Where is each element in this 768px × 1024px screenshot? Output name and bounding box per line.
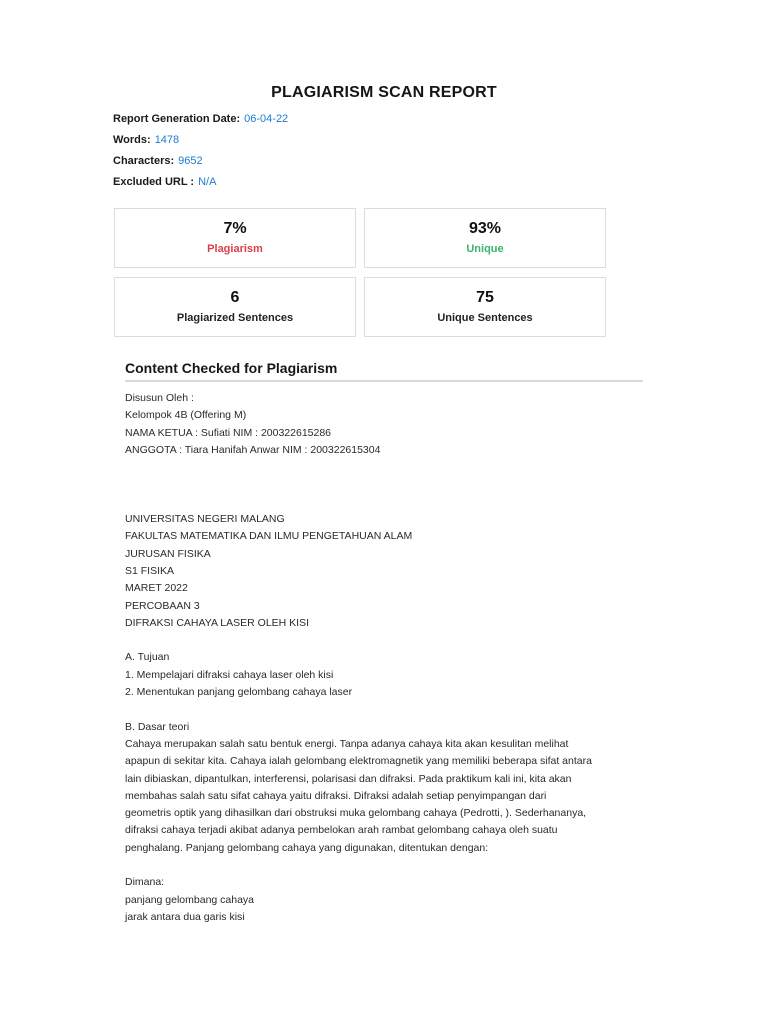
meta-label: Characters:	[113, 155, 175, 167]
content-line: panjang gelombang cahaya	[125, 893, 255, 906]
content-line: UNIVERSITAS NEGERI MALANG	[125, 513, 285, 526]
meta-value: 9652	[178, 155, 203, 167]
content-line: Dimana:	[125, 876, 165, 889]
content-line: Kelompok 4B (Offering M)	[125, 409, 247, 422]
content-line: difraksi cahaya terjadi akibat adanya pembelokan arah rambat gelombang cahaya oleh suatu	[125, 824, 558, 837]
stat-card-unique-sentences	[364, 277, 606, 337]
content-line: geometris optik yang dihasilkan dari obstruksi muka gelombang cahaya (Pedrotti, ). Sederhananya,	[125, 807, 587, 820]
content-line: B. Dasar teori	[125, 720, 190, 733]
content-line: A. Tujuan	[125, 651, 170, 664]
content-line: Disusun Oleh :	[125, 392, 194, 404]
content-line: membahas salah satu sifat cahaya yaitu difraksi. Difraksi adalah setiap penyimpangan dari	[125, 789, 547, 802]
spacer	[125, 494, 645, 511]
meta-value: 06-04-22	[244, 113, 289, 125]
content-line: apapun di sekitar kita. Cahaya ialah gelombang elektromagnetik yang memiliki beberapa sifat antara	[125, 755, 592, 768]
content-line: 2. Menentukan panjang gelombang cahaya laser	[125, 686, 353, 699]
content-line: FAKULTAS MATEMATIKA DAN ILMU PENGETAHUAN ALAM	[125, 530, 413, 543]
plagiarism-label: Plagiarism	[207, 243, 263, 255]
stat-card-unique	[364, 208, 606, 268]
spacer	[125, 459, 645, 494]
content-line: DIFRAKSI CAHAYA LASER OLEH KISI	[125, 616, 310, 629]
meta-value: 1478	[154, 134, 180, 146]
meta-excluded-url	[113, 176, 216, 188]
meta-label: Excluded URL :	[113, 176, 195, 188]
spacer	[125, 857, 645, 874]
content-line: lain dibiaskan, dipantulkan, interferensi, polarisasi dan difraksi. Pada praktikum kali ini, kita akan	[125, 772, 572, 785]
plagiarism-percent: 7%	[223, 220, 247, 237]
stat-card-plagiarism	[114, 208, 356, 268]
content-line: Cahaya merupakan salah satu bentuk energi. Tanpa adanya cahaya kita akan kesulitan melihat	[125, 737, 569, 750]
unique-sentences-count: 75	[476, 289, 494, 306]
unique-percent: 93%	[468, 220, 502, 237]
spacer	[125, 701, 645, 718]
content-line: penghalang. Panjang gelombang cahaya yang digunakan, ditentukan dengan:	[125, 841, 489, 854]
meta-characters	[113, 155, 203, 167]
content-line: ANGGOTA : Tiara Hanifah Anwar NIM : 200322615304	[125, 443, 381, 456]
content-line: jarak antara dua garis kisi	[125, 910, 245, 923]
content-line: 1. Mempelajari difraksi cahaya laser oleh kisi	[125, 668, 334, 681]
content-line: JURUSAN FISIKA	[125, 547, 211, 560]
spacer	[125, 632, 645, 649]
content-line: NAMA KETUA : Sufiati NIM : 200322615286	[125, 426, 332, 439]
unique-sentences-label: Unique Sentences	[437, 312, 533, 324]
content-line: PERCOBAAN 3	[125, 599, 200, 612]
content-line: MARET 2022	[125, 582, 188, 595]
meta-label: Words:	[113, 134, 151, 146]
stat-card-plagiarized-sentences	[114, 277, 356, 337]
plagiarized-sentences-count: 6	[230, 289, 240, 306]
report-title: PLAGIARISM SCAN REPORT	[271, 84, 497, 101]
meta-words	[113, 134, 179, 146]
content-line: S1 FISIKA	[125, 564, 175, 577]
checked-content	[125, 390, 645, 926]
unique-label: Unique	[466, 243, 504, 255]
plagiarized-sentences-label: Plagiarized Sentences	[176, 312, 294, 324]
meta-label: Report Generation Date:	[113, 113, 241, 125]
content-heading: Content Checked for Plagiarism	[125, 360, 643, 382]
meta-value: N/A	[198, 176, 217, 188]
meta-report-date	[113, 113, 288, 125]
